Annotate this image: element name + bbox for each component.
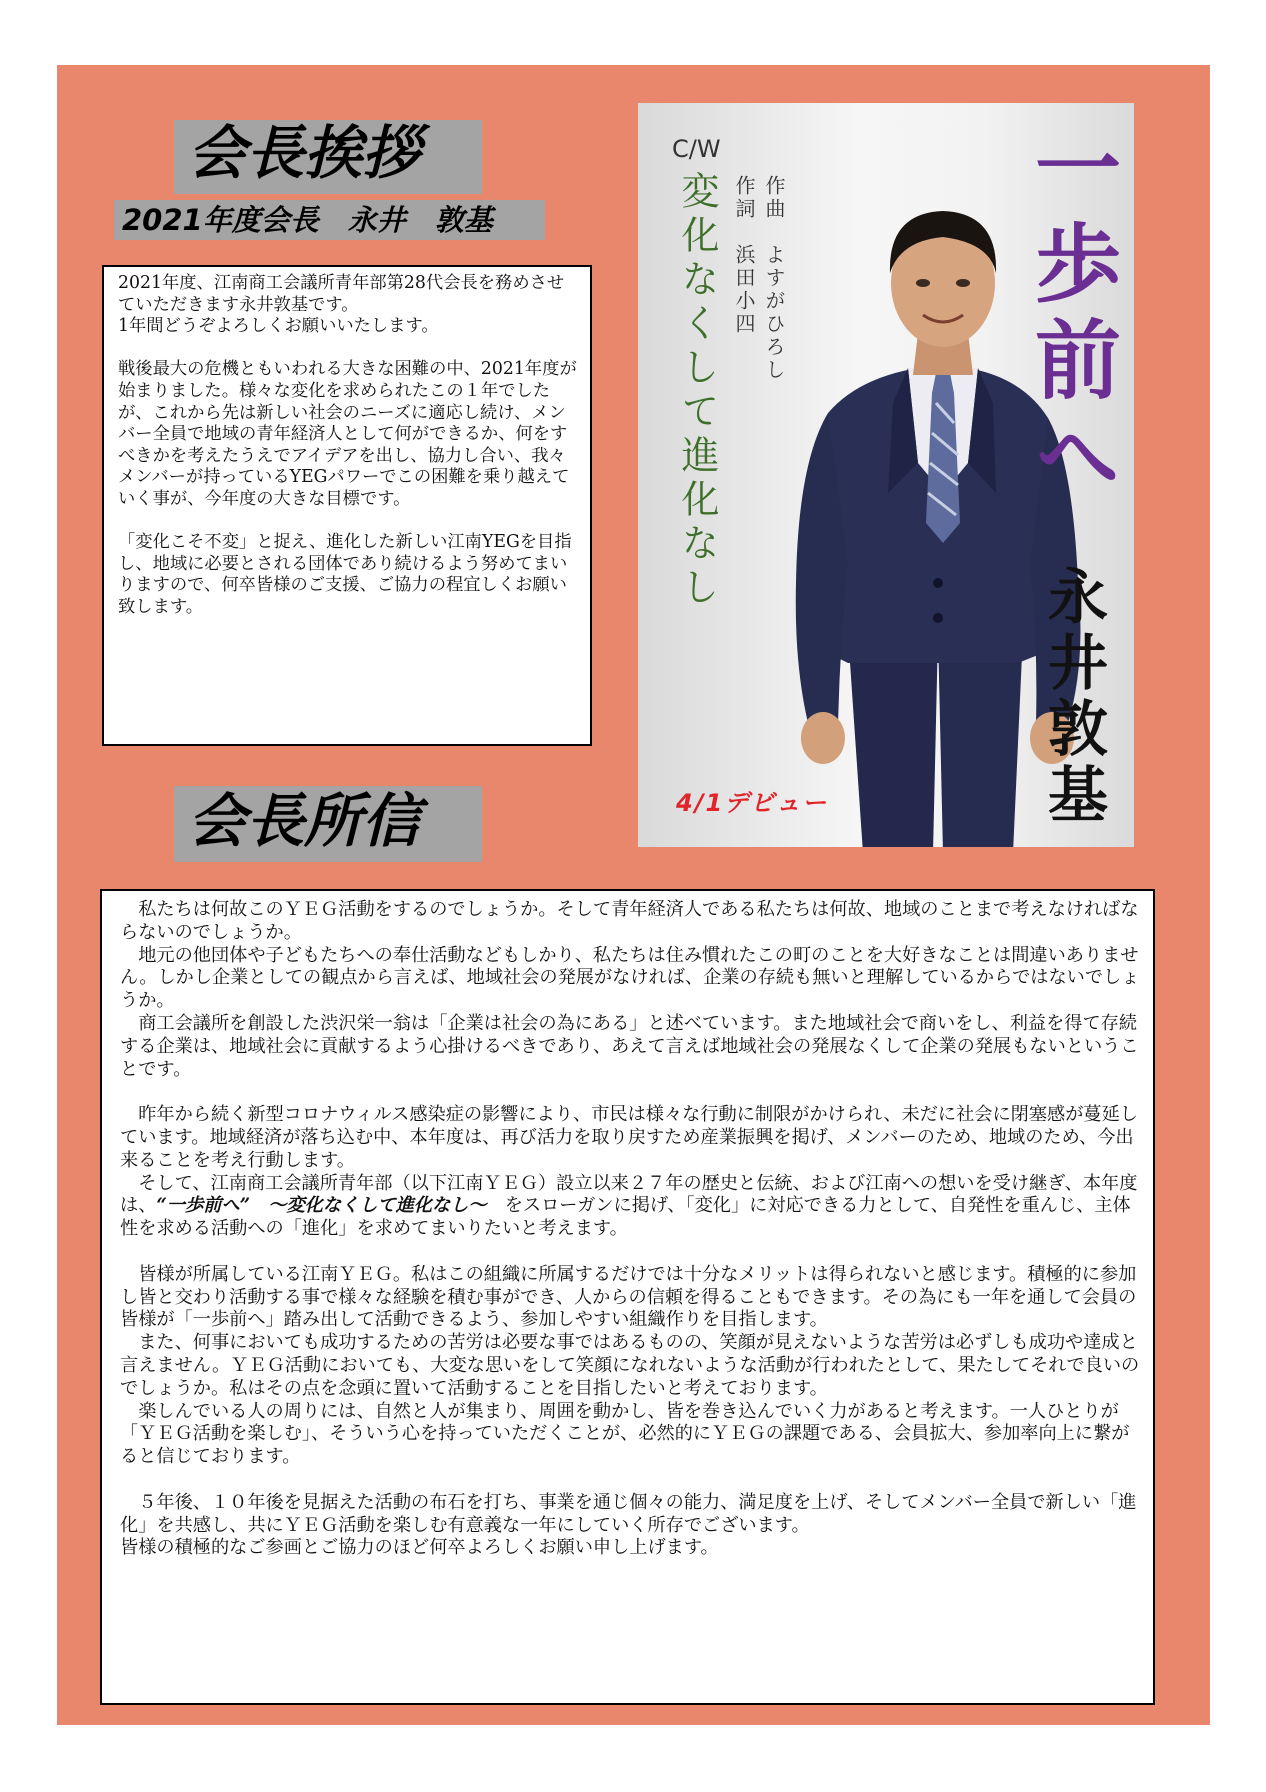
policy-paragraph: 楽しんでいる人の周りには、自然と人が集まり、周囲を動かし、皆を巻き込んでいく力があると考えます。一人ひとりが「ＹＥＧ活動を楽しむ」、そういう心を持っていただくことが、必然的にＹＥＧの課題である、会員拡大、参加率向上に繋がると信じております。 <box>120 1400 1130 1468</box>
paragraph-gap <box>118 511 580 533</box>
greeting-heading: 会長挨拶 <box>174 120 482 194</box>
policy-paragraph: 地元の他団体や子どもたちへの奉仕活動などもしかり、私たちは住み慣れたこの町のことを大好きなことは間違いありません。しかし企業としての観点から言えば、地域社会の発展がなければ、企業の存続も無いと理解しているからではないでしょうか。 <box>120 944 1140 1012</box>
debut-date: 4/1デビュー <box>676 789 829 817</box>
main-song-title: 一歩前へ <box>1020 123 1121 507</box>
greeting-paragraph: 2021年度、江南商工会議所青年部第28代会長を務めさせていただきます永井敦基です。 <box>118 273 565 315</box>
policy-paragraph: 商工会議所を創設した渋沢栄一翁は「企業は社会の為にある」と述べています。また地域社会で商いをし、利益を得て存続する企業は、地域社会に貢献するよう心掛けるべきであり、あえて言えば地域社会の発展なくして企業の発展もないということです。 <box>120 1012 1139 1080</box>
paragraph-gap <box>118 338 580 360</box>
policy-heading: 会長所信 <box>174 786 482 862</box>
paragraph-gap <box>120 1241 1141 1264</box>
paragraph-gap <box>120 1081 1141 1104</box>
policy-paragraph: 私たちは何故このＹＥＧ活動をするのでしょうか。そして青年経済人である私たちは何故、地域のことまで考えなければならないのでしょうか。 <box>120 899 1139 943</box>
cw-label: C/W <box>672 135 721 163</box>
policy-paragraph: 皆様の積極的なご参画とご協力のほど何卒よろしくお願い申し上げます。 <box>120 1537 719 1559</box>
cw-song-title: 変化なくして進化なし <box>675 171 719 611</box>
lyrics-credit: 作詞 浜田小四 <box>732 175 756 336</box>
music-credit: 作曲 よすがひろし <box>762 175 786 382</box>
policy-paragraph: 昨年から続く新型コロナウィルス感染症の影響により、市民は様々な行動に制限がかけられ、未だに社会に閉塞感が蔓延しています。地域経済が落ち込む中、本年度は、再び活力を取り戻すため産業振興を掲げ、メンバーのため、地域のため、今出来ることを考え行動します。 <box>120 1104 1138 1171</box>
policy-text-span: そして、江南商工会議所青年部（以下江南ＹＥＧ）設立以来２７年の歴史と伝統、および江南への想いを受け継ぎ、本年度は、 <box>120 1172 1138 1217</box>
greeting-paragraph: 戦後最大の危機ともいわれる大きな困難の中、2021年度が始まりました。様々な変化を求められたこの１年でしたが、これから先は新しい社会のニーズに適応し続け、メンバー全員で地域の青年経済人として何ができるか、何をすべきかを考えたうえでアイデアを出し、協力し合い、我々メンバーが持っているYEGパワーでこの困難を乗り越えていく事が、今年度の大きな目標です。 <box>118 359 577 509</box>
policy-paragraph-slogan <box>120 1173 1141 1241</box>
policy-paragraph: ５年後、１０年後を見据えた活動の布石を打ち、事業を通じ個々の能力、満足度を上げ、そしてメンバー全員で新しい「進化」を共感し、共にＹＥＧ活動を楽しむ有意義な一年にしていく所存でございます。 <box>120 1491 1137 1536</box>
president-subtitle: 2021年度会長 永井 敦基 <box>114 200 545 240</box>
greeting-paragraph: 「変化こそ不変」と捉え、進化した新しい江南YEGを目指し、地域に必要とされる団体であり続けるよう努めてまいりますので、何卒皆様のご支援、ご協力の程宜しくお願い致します。 <box>118 532 572 617</box>
slogan-text: “一歩前へ” ～変化なくして進化なし～ <box>156 1195 487 1217</box>
greeting-text-box <box>102 265 592 746</box>
policy-text-box <box>100 889 1155 1705</box>
greeting-paragraph: 1年間どうぞよろしくお願いいたします。 <box>118 316 439 337</box>
poster-image <box>638 103 1134 847</box>
artist-name: 永井敦基 <box>1038 565 1108 829</box>
policy-paragraph: また、何事においても成功するための苦労は必要な事ではあるものの、笑顔が見えないような苦労は必ずしも成功や達成と言えません。ＹＥＧ活動においても、大変な思いをして笑顔になれないような活動が行われたとして、果たしてそれで良いのでしょうか。私はその点を念頭に置いて活動することを目指したいと考えております。 <box>120 1332 1140 1399</box>
policy-paragraph: 皆様が所属している江南ＹＥＧ。私はこの組織に所属するだけでは十分なメリットは得られないと感じます。積極的に参加し皆と交わり活動する事で様々な経験を積む事ができ、人からの信頼を得ることもできます。その為にも一年を通して会員の皆様が「一歩前へ」踏み出して活動できるよう、参加しやすい組織作りを目指します。 <box>120 1263 1137 1331</box>
paragraph-gap <box>120 1469 1141 1492</box>
policy-text-span: をスローガンに掲げ、「変化」に対応できる力として、自発性を重んじ、主体性を求める活動への「進化」を求めてまいりたいと考えます。 <box>120 1195 1131 1240</box>
